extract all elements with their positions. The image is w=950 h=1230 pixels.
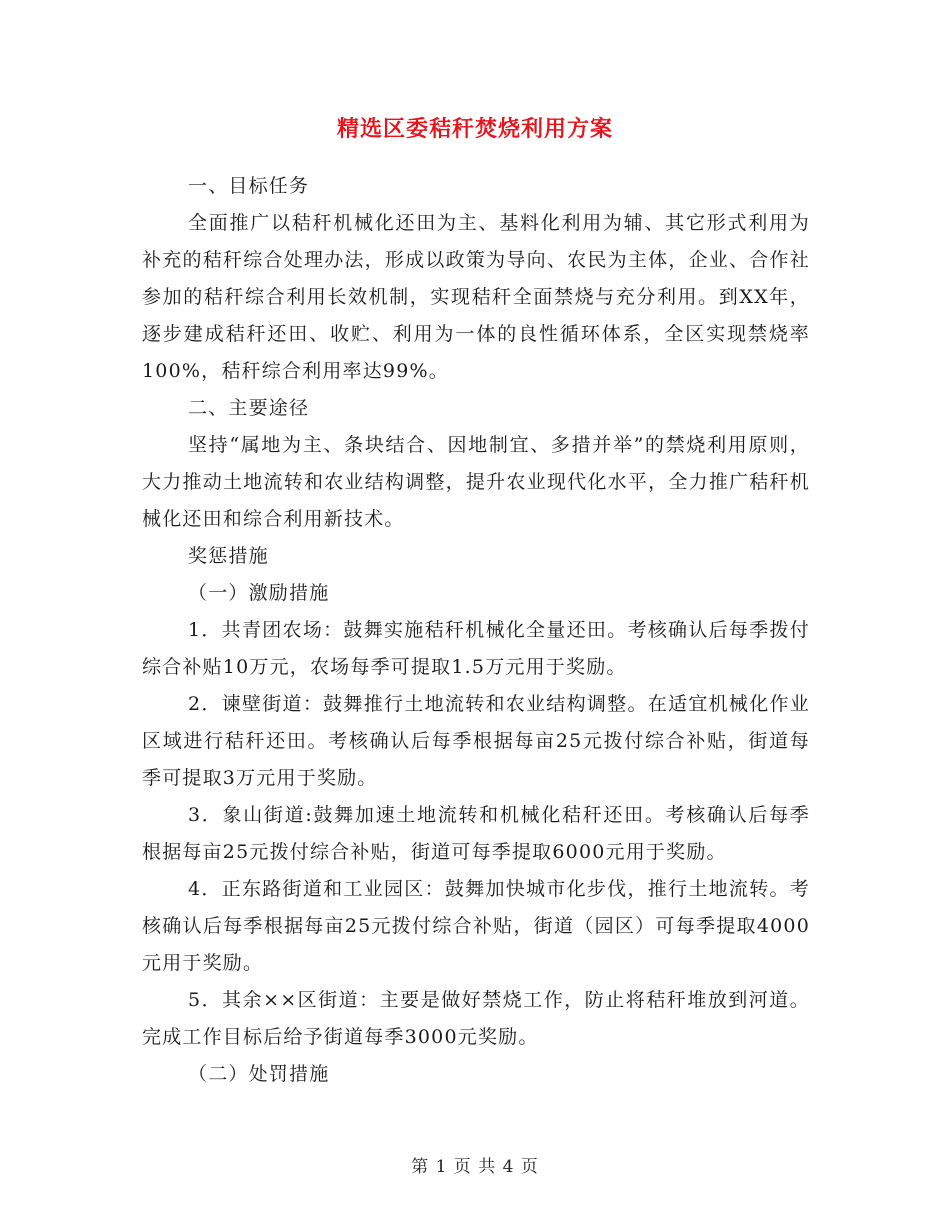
paragraph-goals: 全面推广以秸秆机械化还田为主、基料化利用为辅、其它形式利用为补充的秸秆综合处理办法，形成以政策为导向、农民为主体，企业、合作社参加的秸秆综合利用长效机制，实现秸秆全面禁烧与充分利用。到XX年，逐步建成秸秆还田、收贮、利用为一体的良性循环体系，全区实现禁烧率100%，秸秆综合利用率达99%。 (142, 212, 810, 382)
incentive-item-4: 4．正东路街道和工业园区：鼓舞加快城市化步伐，推行土地流转。考核确认后每季根据每亩25元拨付综合补贴，街道（园区）可每季提取4000元用于奖励。 (142, 878, 810, 974)
incentive-item-2: 2．谏壁街道：鼓舞推行土地流转和农业结构调整。在适宜机械化作业区域进行秸秆还田。考核确认后每季根据每亩25元拨付综合补贴，街道每季可提取3万元用于奖励。 (142, 693, 810, 789)
subheading-penalties: （二）处罚措施 (188, 1063, 330, 1085)
subheading-incentives: （一）激励措施 (188, 582, 330, 604)
section-heading-approach: 二、主要途径 (188, 397, 310, 419)
paragraph-approach: 坚持“属地为主、条块结合、因地制宜、多措并举”的禁烧利用原则，大力推动土地流转和农业结构调整，提升农业现代化水平，全力推广秸秆机械化还田和综合利用新技术。 (142, 434, 810, 530)
incentive-item-3: 3．象山街道:鼓舞加速土地流转和机械化秸秆还田。考核确认后每季根据每亩25元拨付综合补贴，街道可每季提取6000元用于奖励。 (142, 804, 810, 863)
section-heading-rewards-penalties: 奖惩措施 (188, 545, 269, 567)
document-title: 精选区委秸秆焚烧利用方案 (336, 116, 613, 142)
incentive-item-1: 1．共青团农场：鼓舞实施秸秆机械化全量还田。考核确认后每季拨付综合补贴10万元，农场每季可提取1.5万元用于奖励。 (142, 619, 810, 678)
section-heading-goals: 一、目标任务 (188, 175, 310, 197)
page-number-footer: 第 1 页 共 4 页 (411, 1157, 539, 1177)
incentive-item-5: 5．其余××区街道：主要是做好禁烧工作，防止将秸秆堆放到河道。完成工作目标后给予街道每季3000元奖励。 (142, 989, 810, 1048)
document-body (142, 168, 810, 1093)
